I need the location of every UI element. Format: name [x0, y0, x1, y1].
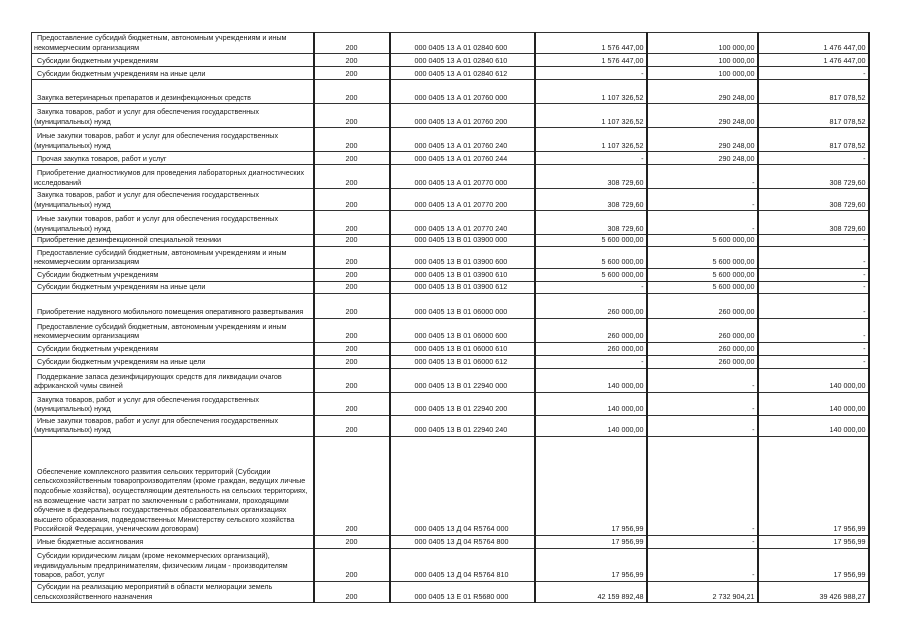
row-remaining-amount: 308 729,60 — [758, 211, 869, 235]
row-approved-amount: 5 600 000,00 — [535, 268, 647, 281]
row-line-code: 200 — [314, 211, 390, 235]
row-line-code: 200 — [314, 33, 390, 54]
table-row — [32, 392, 869, 415]
table-row — [32, 318, 869, 342]
row-budget-code: 000 0405 13 В 01 03900 612 — [390, 281, 535, 293]
row-approved-amount: - — [535, 355, 647, 368]
row-executed-amount: 5 600 000,00 — [647, 235, 758, 247]
table-row — [32, 128, 869, 152]
row-executed-amount: 260 000,00 — [647, 342, 758, 355]
row-remaining-amount: - — [758, 355, 869, 368]
row-description: Субсидии бюджетным учреждениям — [32, 342, 314, 355]
row-line-code: 200 — [314, 368, 390, 392]
row-description: Иные бюджетные ассигнования — [32, 535, 314, 548]
row-budget-code: 000 0405 13 В 01 03900 600 — [390, 246, 535, 268]
row-budget-code: 000 0405 13 А 01 02840 600 — [390, 33, 535, 54]
row-approved-amount: 5 600 000,00 — [535, 235, 647, 247]
row-executed-amount: - — [647, 392, 758, 415]
row-budget-code: 000 0405 13 А 01 02840 610 — [390, 54, 535, 67]
row-executed-amount: - — [647, 368, 758, 392]
row-remaining-amount: - — [758, 318, 869, 342]
row-approved-amount: - — [535, 152, 647, 165]
table-row — [32, 80, 869, 104]
table-row — [32, 415, 869, 436]
row-remaining-amount: 39 426 988,27 — [758, 581, 869, 602]
row-approved-amount: - — [535, 281, 647, 293]
row-description: Предоставление субсидий бюджетным, автономным учреждениям и иным некоммерческим организациям — [32, 318, 314, 342]
budget-execution-table — [31, 32, 870, 603]
row-description: Субсидии юридическим лицам (кроме некоммерческих организаций), индивидуальным предпринимателям, физическим лицам - производителям товаров, работ, услуг — [32, 548, 314, 581]
row-approved-amount: 1 107 326,52 — [535, 128, 647, 152]
row-description: Приобретение надувного мобильного помещения оперативного развертывания — [32, 293, 314, 318]
row-remaining-amount: 308 729,60 — [758, 165, 869, 189]
row-description: Субсидии бюджетным учреждениям на иные цели — [32, 355, 314, 368]
row-line-code: 200 — [314, 548, 390, 581]
row-line-code: 200 — [314, 268, 390, 281]
row-approved-amount: 17 956,99 — [535, 535, 647, 548]
row-description: Прочая закупка товаров, работ и услуг — [32, 152, 314, 165]
table-row — [32, 535, 869, 548]
row-executed-amount: 5 600 000,00 — [647, 268, 758, 281]
row-description: Обеспечение комплексного развития сельских территорий (Субсидии сельскохозяйственным товаропроизводителям (кроме граждан, ведущих личные подсобные хозяйства), осуществляющим деятельность на сельских территориях, на возмещение части затрат по заключенным с работниками, проходящими обучение в федеральных государственных образовательных организациях высшего образования, подведомственных Министерству сельского хозяйства Российской Федерации, ученическим договорам) — [32, 436, 314, 535]
row-description: Иные закупки товаров, работ и услуг для обеспечения государственных (муниципальных) нужд — [32, 415, 314, 436]
table-row — [32, 67, 869, 80]
row-description: Предоставление субсидий бюджетным, автономным учреждениям и иным некоммерческим организациям — [32, 33, 314, 54]
row-line-code: 200 — [314, 152, 390, 165]
row-executed-amount: 290 248,00 — [647, 152, 758, 165]
row-description: Иные закупки товаров, работ и услуг для обеспечения государственных (муниципальных) нужд — [32, 211, 314, 235]
row-budget-code: 000 0405 13 В 01 22940 200 — [390, 392, 535, 415]
table-row — [32, 293, 869, 318]
row-description: Субсидии бюджетным учреждениям на иные цели — [32, 281, 314, 293]
row-remaining-amount: - — [758, 67, 869, 80]
row-description: Приобретение диагностикумов для проведения лабораторных диагностических исследований — [32, 165, 314, 189]
row-executed-amount: 2 732 904,21 — [647, 581, 758, 602]
row-description: Предоставление субсидий бюджетным, автономным учреждениям и иным некоммерческим организациям — [32, 246, 314, 268]
row-approved-amount: 308 729,60 — [535, 189, 647, 211]
table-row — [32, 342, 869, 355]
row-remaining-amount: 140 000,00 — [758, 415, 869, 436]
row-budget-code: 000 0405 13 В 01 03900 000 — [390, 235, 535, 247]
row-description: Закупка товаров, работ и услуг для обеспечения государственных (муниципальных) нужд — [32, 392, 314, 415]
row-remaining-amount: - — [758, 281, 869, 293]
table-row — [32, 211, 869, 235]
table-row — [32, 355, 869, 368]
row-description: Закупка товаров, работ и услуг для обеспечения государственных (муниципальных) нужд — [32, 189, 314, 211]
row-executed-amount: 260 000,00 — [647, 293, 758, 318]
row-budget-code: 000 0405 13 Е 01 R5680 000 — [390, 581, 535, 602]
row-line-code: 200 — [314, 235, 390, 247]
row-budget-code: 000 0405 13 А 01 20760 200 — [390, 104, 535, 128]
row-description: Закупка товаров, работ и услуг для обеспечения государственных (муниципальных) нужд — [32, 104, 314, 128]
row-remaining-amount: 308 729,60 — [758, 189, 869, 211]
row-approved-amount: 308 729,60 — [535, 211, 647, 235]
row-executed-amount: 260 000,00 — [647, 355, 758, 368]
table-row — [32, 246, 869, 268]
row-approved-amount: - — [535, 67, 647, 80]
row-approved-amount: 1 576 447,00 — [535, 33, 647, 54]
row-executed-amount: - — [647, 165, 758, 189]
row-budget-code: 000 0405 13 А 01 20770 240 — [390, 211, 535, 235]
row-remaining-amount: - — [758, 235, 869, 247]
row-budget-code: 000 0405 13 В 01 06000 600 — [390, 318, 535, 342]
row-line-code: 200 — [314, 293, 390, 318]
row-remaining-amount: 1 476 447,00 — [758, 54, 869, 67]
row-line-code: 200 — [314, 342, 390, 355]
row-approved-amount: 42 159 892,48 — [535, 581, 647, 602]
row-approved-amount: 260 000,00 — [535, 342, 647, 355]
row-budget-code: 000 0405 13 А 01 20760 244 — [390, 152, 535, 165]
row-executed-amount: - — [647, 211, 758, 235]
row-line-code: 200 — [314, 281, 390, 293]
row-budget-code: 000 0405 13 В 01 22940 240 — [390, 415, 535, 436]
row-line-code: 200 — [314, 246, 390, 268]
row-description: Субсидии бюджетным учреждениям — [32, 54, 314, 67]
row-executed-amount: - — [647, 535, 758, 548]
row-remaining-amount: 17 956,99 — [758, 548, 869, 581]
row-budget-code: 000 0405 13 Д 04 R5764 800 — [390, 535, 535, 548]
row-description: Субсидии бюджетным учреждениям на иные цели — [32, 67, 314, 80]
row-line-code: 200 — [314, 355, 390, 368]
row-budget-code: 000 0405 13 В 01 22940 000 — [390, 368, 535, 392]
row-budget-code: 000 0405 13 А 01 02840 612 — [390, 67, 535, 80]
row-budget-code: 000 0405 13 А 01 20770 000 — [390, 165, 535, 189]
row-executed-amount: - — [647, 548, 758, 581]
row-approved-amount: 140 000,00 — [535, 415, 647, 436]
row-description: Иные закупки товаров, работ и услуг для обеспечения государственных (муниципальных) нужд — [32, 128, 314, 152]
row-line-code: 200 — [314, 581, 390, 602]
row-budget-code: 000 0405 13 А 01 20760 240 — [390, 128, 535, 152]
row-budget-code: 000 0405 13 В 01 06000 610 — [390, 342, 535, 355]
row-remaining-amount: - — [758, 152, 869, 165]
row-executed-amount: - — [647, 436, 758, 535]
table-row — [32, 54, 869, 67]
row-line-code: 200 — [314, 165, 390, 189]
row-approved-amount: 5 600 000,00 — [535, 246, 647, 268]
row-approved-amount: 1 576 447,00 — [535, 54, 647, 67]
row-line-code: 200 — [314, 80, 390, 104]
row-budget-code: 000 0405 13 В 01 06000 000 — [390, 293, 535, 318]
row-remaining-amount: 140 000,00 — [758, 392, 869, 415]
row-line-code: 200 — [314, 318, 390, 342]
row-approved-amount: 17 956,99 — [535, 548, 647, 581]
row-description: Субсидии на реализацию мероприятий в области мелиорации земель сельскохозяйственного назначения — [32, 581, 314, 602]
row-line-code: 200 — [314, 67, 390, 80]
row-approved-amount: 1 107 326,52 — [535, 80, 647, 104]
row-budget-code: 000 0405 13 Д 04 R5764 000 — [390, 436, 535, 535]
row-line-code: 200 — [314, 54, 390, 67]
row-executed-amount: 100 000,00 — [647, 33, 758, 54]
table-row — [32, 33, 869, 54]
table-row — [32, 165, 869, 189]
table-row — [32, 235, 869, 247]
row-line-code: 200 — [314, 415, 390, 436]
row-approved-amount: 308 729,60 — [535, 165, 647, 189]
row-line-code: 200 — [314, 104, 390, 128]
row-executed-amount: - — [647, 189, 758, 211]
row-remaining-amount: - — [758, 293, 869, 318]
table-row — [32, 548, 869, 581]
row-remaining-amount: - — [758, 342, 869, 355]
row-executed-amount: 5 600 000,00 — [647, 281, 758, 293]
row-executed-amount: 100 000,00 — [647, 54, 758, 67]
row-budget-code: 000 0405 13 В 01 06000 612 — [390, 355, 535, 368]
row-line-code: 200 — [314, 436, 390, 535]
row-remaining-amount: - — [758, 268, 869, 281]
row-executed-amount: 290 248,00 — [647, 80, 758, 104]
row-remaining-amount: 817 078,52 — [758, 128, 869, 152]
row-approved-amount: 140 000,00 — [535, 368, 647, 392]
row-remaining-amount: - — [758, 246, 869, 268]
table-row — [32, 368, 869, 392]
row-executed-amount: 290 248,00 — [647, 104, 758, 128]
row-budget-code: 000 0405 13 А 01 20760 000 — [390, 80, 535, 104]
row-executed-amount: - — [647, 415, 758, 436]
row-executed-amount: 290 248,00 — [647, 128, 758, 152]
row-approved-amount: 260 000,00 — [535, 293, 647, 318]
row-remaining-amount: 817 078,52 — [758, 80, 869, 104]
row-description: Субсидии бюджетным учреждениям — [32, 268, 314, 281]
row-description: Закупка ветеринарных препаратов и дезинфекционных средств — [32, 80, 314, 104]
row-executed-amount: 5 600 000,00 — [647, 246, 758, 268]
row-remaining-amount: 140 000,00 — [758, 368, 869, 392]
table-row — [32, 189, 869, 211]
row-budget-code: 000 0405 13 Д 04 R5764 810 — [390, 548, 535, 581]
row-description: Поддержание запаса дезинфицирующих средств для ликвидации очагов африканской чумы свиней — [32, 368, 314, 392]
table-row — [32, 281, 869, 293]
row-line-code: 200 — [314, 128, 390, 152]
table-row — [32, 268, 869, 281]
row-approved-amount: 260 000,00 — [535, 318, 647, 342]
row-remaining-amount: 817 078,52 — [758, 104, 869, 128]
table-row — [32, 581, 869, 602]
table-row — [32, 436, 869, 535]
row-budget-code: 000 0405 13 А 01 20770 200 — [390, 189, 535, 211]
row-approved-amount: 17 956,99 — [535, 436, 647, 535]
row-remaining-amount: 17 956,99 — [758, 436, 869, 535]
table-row — [32, 152, 869, 165]
row-executed-amount: 100 000,00 — [647, 67, 758, 80]
row-approved-amount: 1 107 326,52 — [535, 104, 647, 128]
row-line-code: 200 — [314, 535, 390, 548]
row-budget-code: 000 0405 13 В 01 03900 610 — [390, 268, 535, 281]
row-remaining-amount: 17 956,99 — [758, 535, 869, 548]
row-executed-amount: 260 000,00 — [647, 318, 758, 342]
table-body — [32, 33, 869, 603]
row-approved-amount: 140 000,00 — [535, 392, 647, 415]
row-line-code: 200 — [314, 189, 390, 211]
row-remaining-amount: 1 476 447,00 — [758, 33, 869, 54]
row-line-code: 200 — [314, 392, 390, 415]
table-row — [32, 104, 869, 128]
row-description: Приобретение дезинфекционной специальной техники — [32, 235, 314, 247]
